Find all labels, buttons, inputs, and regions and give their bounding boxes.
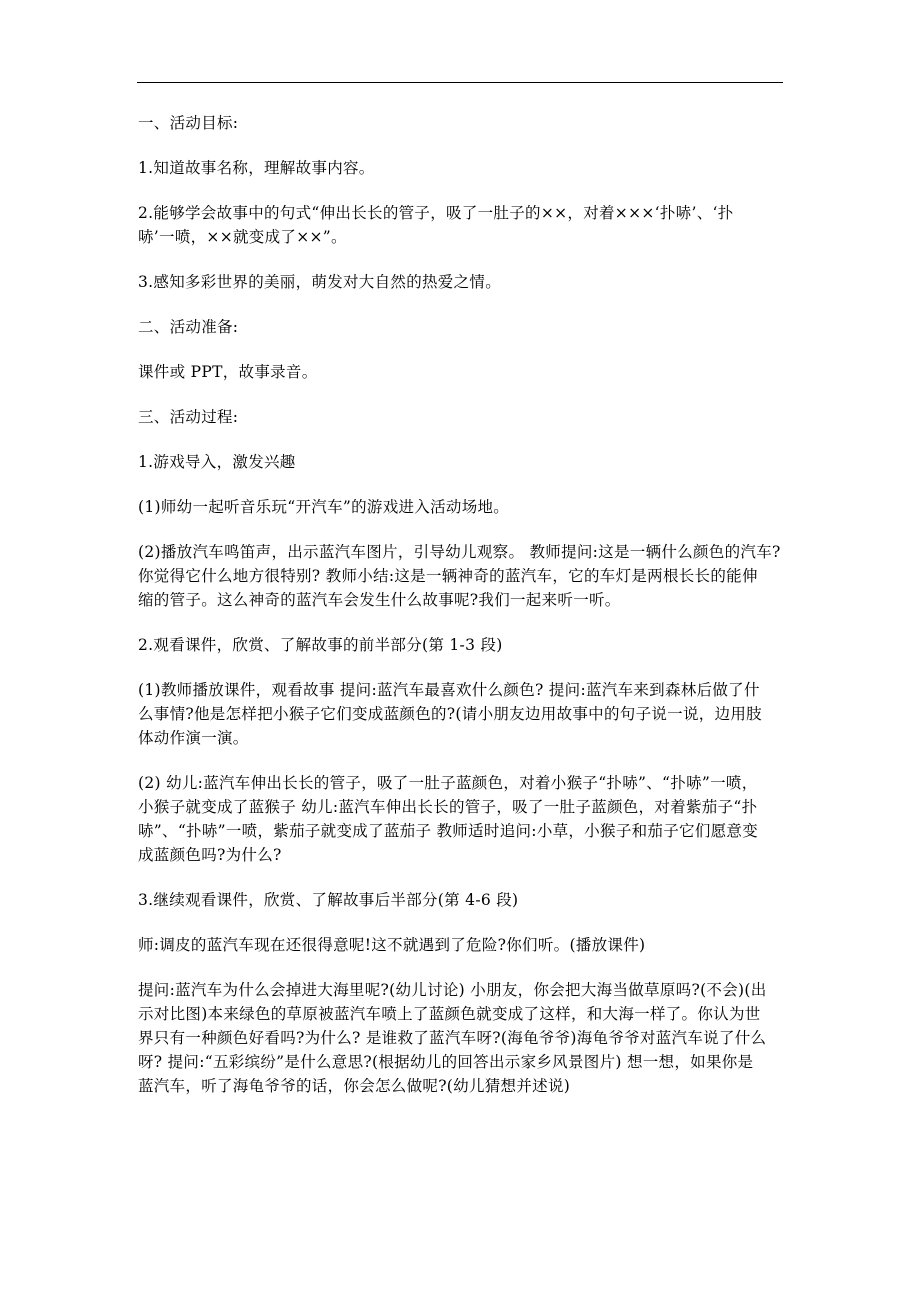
text-line: 提问:蓝汽车为什么会掉进大海里呢?(幼儿讨论) 小朋友，你会把大海当做草原吗?(不会)(出 — [138, 981, 767, 999]
paragraph-step-3 — [138, 888, 790, 912]
text-line: 哧’一喷，××就变成了××”。 — [138, 228, 347, 246]
text-line: 体动作演一演。 — [138, 729, 249, 747]
text-line: 三、活动过程: — [138, 408, 239, 426]
text-line: 示对比图)本来绿色的草原被蓝汽车喷上了蓝颜色就变成了这样，和大海一样了。你认为世 — [138, 1005, 761, 1023]
text-line: 3.感知多彩世界的美丽，萌发对大自然的热爱之情。 — [138, 273, 501, 291]
document-body — [138, 111, 790, 1119]
paragraph-heading-prep — [138, 315, 790, 339]
text-line: 么事情?他是怎样把小猴子它们变成蓝颜色的?(请小朋友边用故事中的句子说一说，边用肢 — [138, 705, 762, 723]
paragraph-step-2 — [138, 633, 790, 657]
paragraph-goal-3 — [138, 270, 790, 294]
paragraph-step-1-2 — [138, 540, 790, 612]
text-line: 1.知道故事名称，理解故事内容。 — [138, 159, 375, 177]
paragraph-step-1 — [138, 450, 790, 474]
paragraph-goal-1 — [138, 156, 790, 180]
paragraph-prep-1 — [138, 360, 790, 384]
paragraph-step-2-1 — [138, 678, 790, 750]
text-line: 缩的管子。这么神奇的蓝汽车会发生什么故事呢?我们一起来听一听。 — [138, 591, 621, 609]
text-line: 3.继续观看课件，欣赏、了解故事后半部分(第 4-6 段) — [138, 891, 519, 909]
text-line: 师:调皮的蓝汽车现在还很得意呢!这不就遇到了危险?你们听。(播放课件) — [138, 936, 646, 954]
text-line: (2) 幼儿:蓝汽车伸出长长的管子，吸了一肚子蓝颜色，对着小猴子“扑哧”、“扑哧”一喷， — [138, 774, 758, 792]
paragraph-goal-2 — [138, 201, 790, 249]
text-line: (1)教师播放课件，观看故事 提问:蓝汽车最喜欢什么颜色? 提问:蓝汽车来到森林后做了什 — [138, 681, 760, 699]
text-line: 一、活动目标: — [138, 114, 239, 132]
text-line: 你觉得它什么地方很特别? 教师小结:这是一辆神奇的蓝汽车，它的车灯是两根长长的能伸 — [138, 567, 758, 585]
paragraph-step-2-2 — [138, 771, 790, 867]
text-line: 1.游戏导入，激发兴趣 — [138, 453, 296, 471]
text-line: 蓝汽车，听了海龟爷爷的话，你会怎么做呢?(幼儿猜想并述说) — [138, 1077, 571, 1095]
paragraph-step-3-2 — [138, 978, 790, 1098]
header-rule — [137, 82, 783, 83]
text-line: (2)播放汽车鸣笛声，出示蓝汽车图片，引导幼儿观察。 教师提问:这是一辆什么颜色的汽车? — [138, 543, 781, 561]
text-line: 小猴子就变成了蓝猴子 幼儿:蓝汽车伸出长长的管子，吸了一肚子蓝颜色，对着紫茄子“扑 — [138, 798, 758, 816]
text-line: 二、活动准备: — [138, 318, 239, 336]
text-line: 界只有一种颜色好看吗?为什么? 是谁救了蓝汽车呀?(海龟爷爷)海龟爷爷对蓝汽车说了什么 — [138, 1029, 767, 1047]
text-line: 课件或 PPT，故事录音。 — [138, 363, 318, 381]
text-line: 哧”、“扑哧”一喷，紫茄子就变成了蓝茄子 教师适时追问:小草，小猴子和茄子它们愿意变 — [138, 822, 759, 840]
paragraph-heading-goals — [138, 111, 790, 135]
text-line: 呀? 提问:“五彩缤纷”是什么意思?(根据幼儿的回答出示家乡风景图片) 想一想，如果你是 — [138, 1053, 754, 1071]
text-line: (1)师幼一起听音乐玩“开汽车”的游戏进入活动场地。 — [138, 498, 510, 516]
text-line: 成蓝颜色吗?为什么? — [138, 846, 282, 864]
paragraph-heading-process — [138, 405, 790, 429]
text-line: 2.观看课件，欣赏、了解故事的前半部分(第 1-3 段) — [138, 636, 503, 654]
text-line: 2.能够学会故事中的句式“伸出长长的管子，吸了一肚子的××，对着×××‘扑哧’、‘扑 — [138, 204, 734, 222]
paragraph-step-1-1 — [138, 495, 790, 519]
paragraph-step-3-1 — [138, 933, 790, 957]
